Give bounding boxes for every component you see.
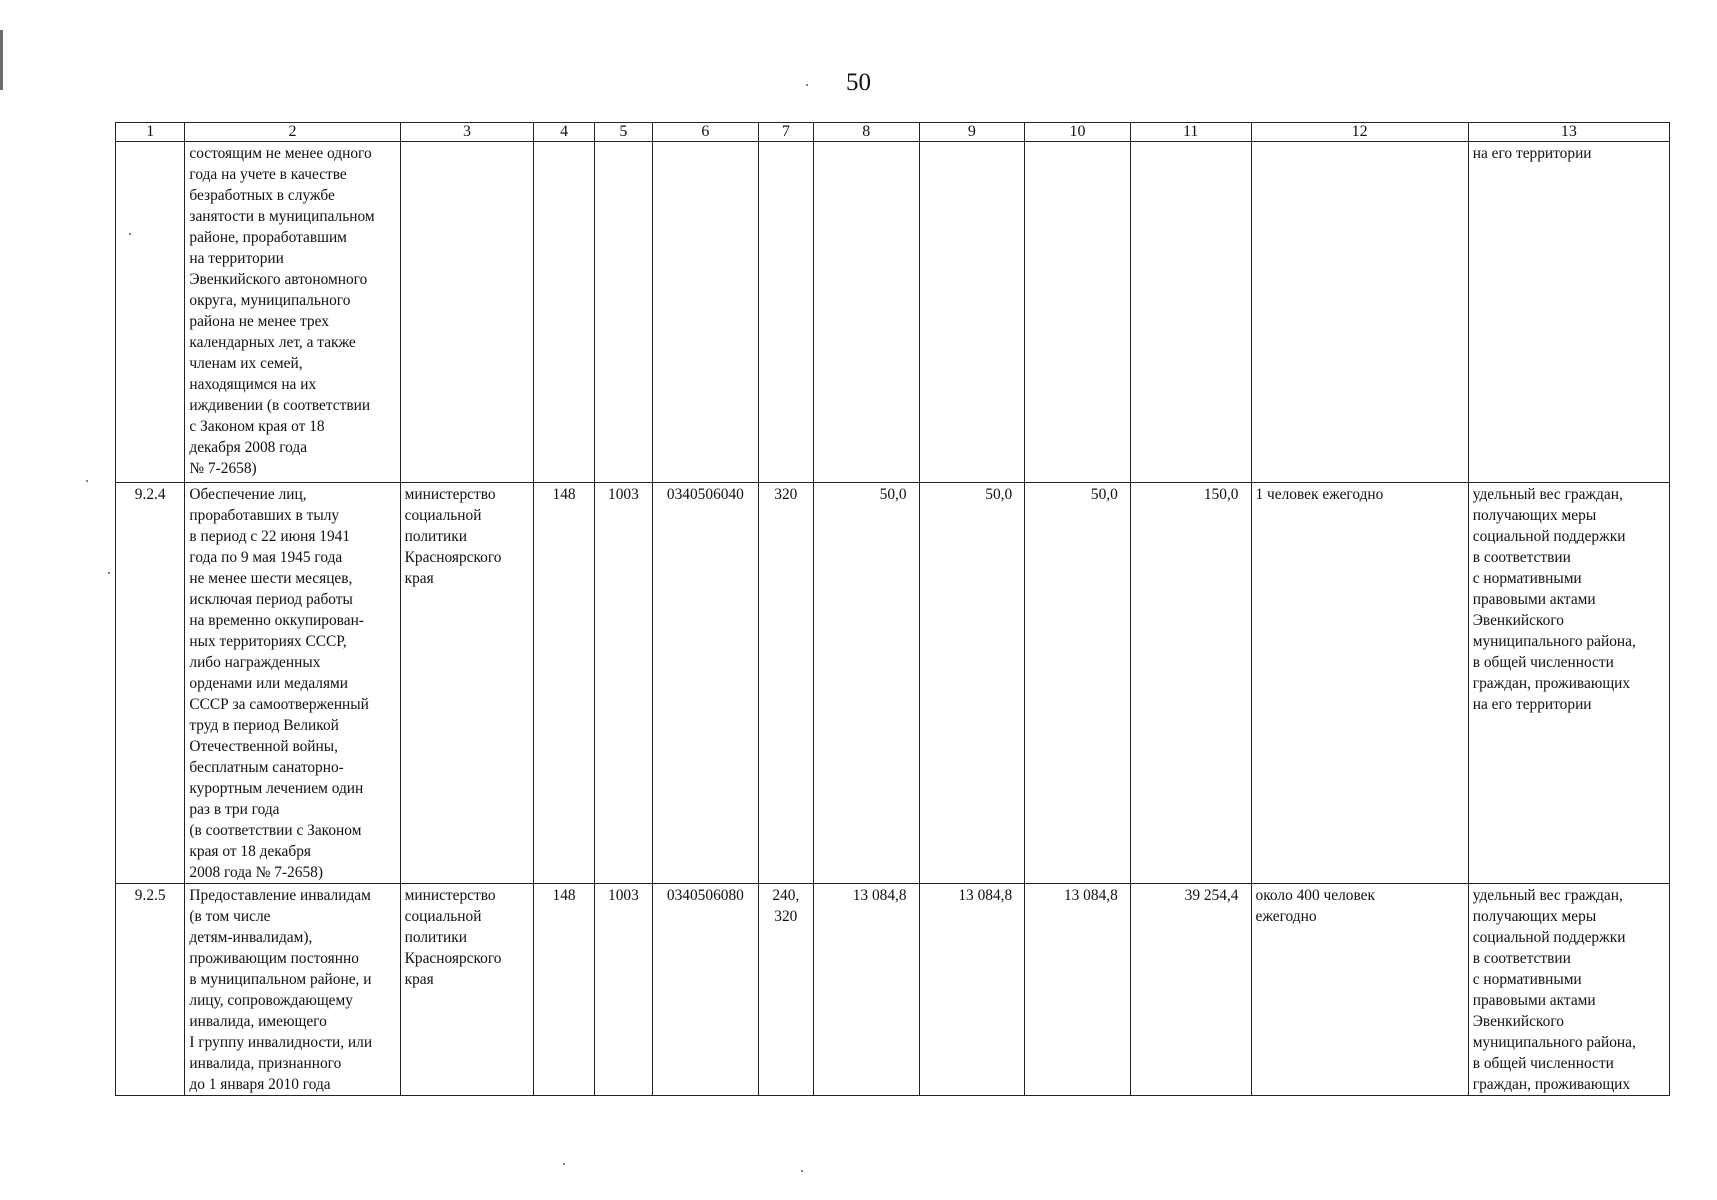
- item-number: 9.2.4: [116, 483, 185, 884]
- expected-result: [1251, 142, 1468, 483]
- amount-total: [1130, 142, 1251, 483]
- column-header: 12: [1251, 123, 1468, 142]
- column-header: 13: [1468, 123, 1669, 142]
- indicator: удельный вес граждан, получающих меры социальной поддержки в соответствии с нормативными правовыми актами Эвенкийского муниципального района, в общей численности граждан, проживающих на его территории: [1468, 483, 1669, 884]
- indicator: удельный вес граждан, получающих меры социальной поддержки в соответствии с нормативными правовыми актами Эвенкийского муниципального района, в общей численности граждан, проживающих: [1468, 884, 1669, 1096]
- amount-col-10: 50,0: [1025, 483, 1131, 884]
- code-col-5: 1003: [594, 884, 652, 1096]
- scan-speck: [108, 572, 110, 574]
- column-header: 4: [534, 123, 594, 142]
- code-col-6: [653, 142, 759, 483]
- amount-col-9: 50,0: [919, 483, 1025, 884]
- code-col-5: [594, 142, 652, 483]
- measure-description: Предоставление инвалидам (в том числе детям-инвалидам), проживающим постоянно в муниципальном районе, и лицу, сопровождающему инвалида, имеющего I группу инвалидности, или инвалида, признанного до 1 января 2010 года: [185, 884, 400, 1096]
- amount-total: 39 254,4: [1130, 884, 1251, 1096]
- amount-col-8: 13 084,8: [813, 884, 919, 1096]
- indicator: на его территории: [1468, 142, 1669, 483]
- code-col-7: 320: [758, 483, 813, 884]
- column-header: 6: [653, 123, 759, 142]
- amount-total: 150,0: [1130, 483, 1251, 884]
- scan-speck: [129, 233, 131, 235]
- code-col-5: 1003: [594, 483, 652, 884]
- code-col-4: [534, 142, 594, 483]
- column-header: 7: [758, 123, 813, 142]
- code-col-6: 0340506040: [653, 483, 759, 884]
- scan-speck: [806, 84, 808, 86]
- scan-speck: [86, 480, 88, 482]
- amount-col-8: [813, 142, 919, 483]
- amount-col-9: [919, 142, 1025, 483]
- amount-col-8: 50,0: [813, 483, 919, 884]
- scan-speck: [801, 1170, 803, 1172]
- responsible-body: министерство социальной политики Красноярского края: [400, 483, 534, 884]
- responsible-body: [400, 142, 534, 483]
- column-number-row: [116, 123, 1670, 142]
- measure-description: состоящим не менее одного года на учете в качестве безработных в службе занятости в муниципальном районе, проработавшим на территории Эвенкийского автономного округа, муниципального района не менее трех календарных лет, а также членам их семей, находящимся на их иждивении (в соответствии с Законом края от 18 декабря 2008 года № 7-2658): [185, 142, 400, 483]
- column-header: 2: [185, 123, 400, 142]
- column-header: 9: [919, 123, 1025, 142]
- amount-col-9: 13 084,8: [919, 884, 1025, 1096]
- code-col-4: 148: [534, 884, 594, 1096]
- column-header: 10: [1025, 123, 1131, 142]
- expected-result: около 400 человек ежегодно: [1251, 884, 1468, 1096]
- column-header: 8: [813, 123, 919, 142]
- expected-result: 1 человек ежегодно: [1251, 483, 1468, 884]
- item-number: 9.2.5: [116, 884, 185, 1096]
- budget-measures-table: [115, 122, 1670, 1096]
- code-col-6: 0340506080: [653, 884, 759, 1096]
- responsible-body: министерство социальной политики Красноярского края: [400, 884, 534, 1096]
- table-row-9-2-4: [116, 483, 1670, 884]
- page-number: 50: [846, 69, 871, 96]
- column-header: 1: [116, 123, 185, 142]
- amount-col-10: [1025, 142, 1131, 483]
- code-col-7: [758, 142, 813, 483]
- table-row-continuation: [116, 142, 1670, 483]
- table-row-9-2-5: [116, 884, 1670, 1096]
- code-col-7: 240, 320: [758, 884, 813, 1096]
- code-col-4: 148: [534, 483, 594, 884]
- column-header: 5: [594, 123, 652, 142]
- column-header: 11: [1130, 123, 1251, 142]
- scan-speck: [563, 1163, 565, 1165]
- item-number: [116, 142, 185, 483]
- measure-description: Обеспечение лиц, проработавших в тылу в период с 22 июня 1941 года по 9 мая 1945 года не менее шести месяцев, исключая период работы на временно оккупирован- ных территориях СССР, либо награжденных орденами или медалями СССР за самоотверженный труд в период Великой Отечественной войны, бесплатным санаторно- курортным лечением один раз в три года (в соответствии с Законом края от 18 декабря 2008 года № 7-2658): [185, 483, 400, 884]
- column-header: 3: [400, 123, 534, 142]
- amount-col-10: 13 084,8: [1025, 884, 1131, 1096]
